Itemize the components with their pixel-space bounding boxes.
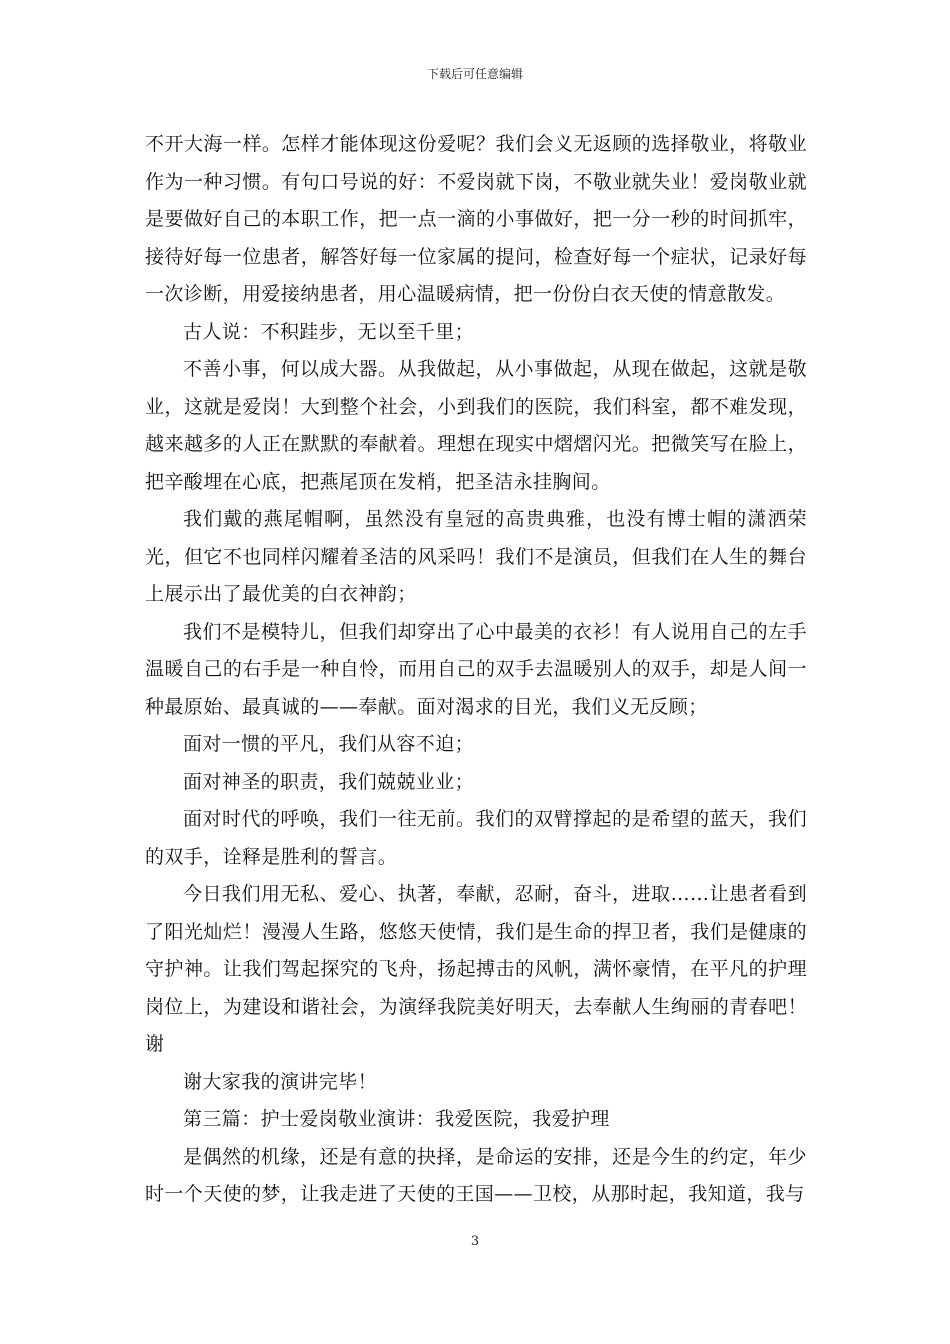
document-body	[145, 126, 807, 1214]
page-header: 下载后可任意编辑	[426, 67, 523, 81]
paragraph: 面对神圣的职责，我们兢兢业业；	[183, 770, 475, 793]
paragraph: 面对时代的呼唤，我们一往无前。我们的双臂撑起的是希望的蓝天，我们的双手，诠释是胜利的誓言。	[145, 808, 807, 868]
page-number: 3	[470, 1234, 480, 1249]
paragraph: 谢大家我的演讲完毕！	[183, 1070, 378, 1093]
paragraph: 我们戴的燕尾帽啊，虽然没有皇冠的高贵典雅，也没有博士帽的潇洒荣光，但它不也同样闪耀着圣洁的风采吗！我们不是演员，但我们在人生的舞台上展示出了最优美的白衣神韵；	[145, 508, 807, 605]
paragraph: 不善小事，何以成大器。从我做起，从小事做起，从现在做起，这就是敬业，这就是爱岗！大到整个社会，小到我们的医院，我们科室，都不难发现，越来越多的人正在默默的奉献着。理想在现实中熠熠闪光。把微笑写在脸上，把辛酸埋在心底，把燕尾顶在发梢，把圣洁永挂胸间。	[145, 358, 807, 493]
paragraph: 今日我们用无私、爱心、执著，奉献，忍耐，奋斗，进取……让患者看到了阳光灿烂！漫漫人生路，悠悠天使情，我们是生命的捍卫者，我们是健康的守护神。让我们驾起探究的飞舟，扬起搏击的风帆，满怀豪情，在平凡的护理岗位上，为建设和谐社会，为演绎我院美好明天，去奉献人生绚丽的青春吧！谢	[145, 883, 807, 1055]
paragraph: 古人说：不积跬步，无以至千里；	[183, 320, 475, 343]
paragraph: 面对一惯的平凡，我们从容不迫；	[183, 733, 475, 755]
paragraph: 不开大海一样。怎样才能体现这份爱呢？我们会义无返顾的选择敬业，将敬业作为一种习惯。有句口号说的好：不爱岗就下岗，不敬业就失业！爱岗敬业就是要做好自己的本职工作，把一点一滴的小事做好，把一分一秒的时间抓牢，接待好每一位患者，解答好每一位家属的提问，检查好每一个症状，记录好每一次诊断，用爱接纳患者，用心温暖病情，把一份份白衣天使的情意散发。	[145, 133, 807, 305]
section-heading: 第三篇：护士爱岗敬业演讲：我爱医院，我爱护理	[183, 1108, 610, 1130]
paragraph: 是偶然的机缘，还是有意的抉择，是命运的安排，还是今生的约定，年少时一个天使的梦，让我走进了天使的王国——卫校，从那时起，我知道，我与	[145, 1145, 807, 1205]
paragraph: 我们不是模特儿，但我们却穿出了心中最美的衣衫！有人说用自己的左手温暖自己的右手是一种自怜，而用自己的双手去温暖别人的双手，却是人间一种最原始、最真诚的——奉献。面对渴求的目光，我们义无反顾；	[145, 620, 807, 718]
